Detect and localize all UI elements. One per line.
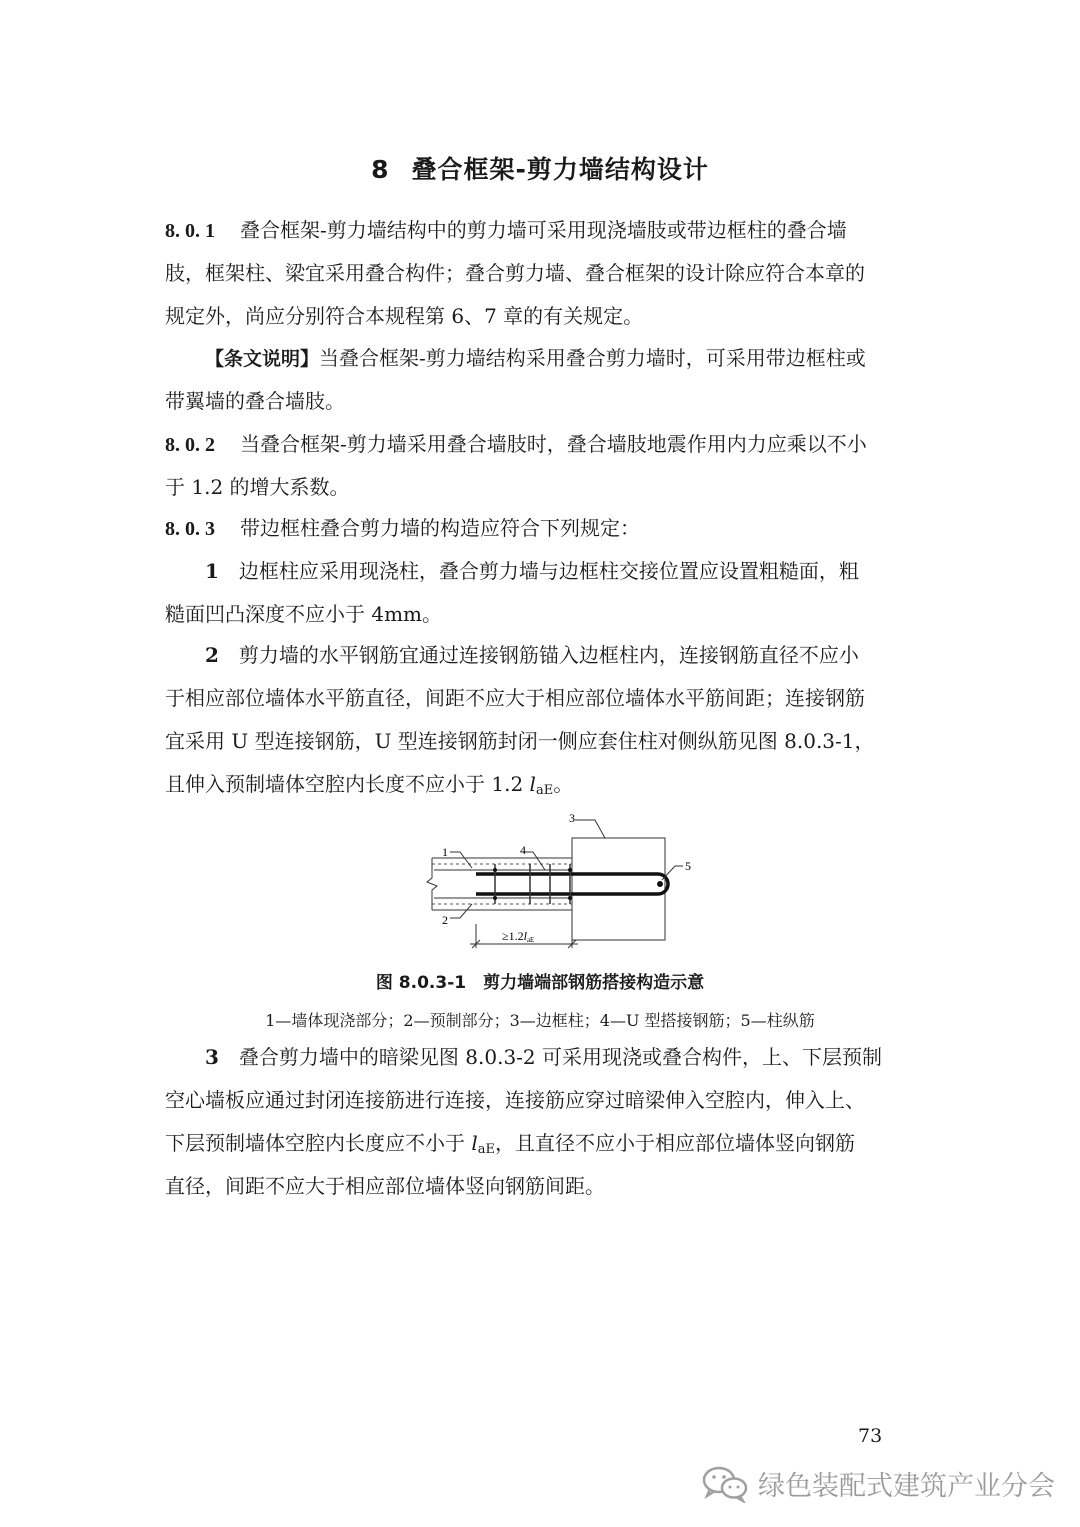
item-1 — [165, 550, 917, 636]
watermark — [700, 1458, 1060, 1508]
rebar-dot — [493, 868, 497, 872]
figure-caption: 图 8.0.3-1 剪力墙端部钢筋搭接构造示意 — [375, 973, 705, 993]
leader-4 — [523, 852, 545, 870]
clause-text-line: 肢，框架柱、梁宜采用叠合构件；叠合剪力墙、叠合框架的设计除应符合本章的 — [165, 261, 865, 285]
variable-l: l — [529, 772, 536, 796]
label-2: 2 — [442, 913, 448, 927]
chapter-heading — [0, 150, 1080, 186]
clause-number: 8. 0. 3 — [165, 518, 215, 540]
label-4: 4 — [520, 843, 526, 857]
item-text-line: 边框柱应采用现浇柱，叠合剪力墙与边框柱交接位置应设置粗糙面，粗 — [238, 559, 859, 583]
item-text-line: 剪力墙的水平钢筋宜通过连接钢筋锚入边框柱内，连接钢筋直径不应小 — [238, 643, 859, 667]
clause-8-0-2 — [165, 423, 917, 509]
clause-number: 8. 0. 1 — [165, 220, 215, 242]
column-rebar-dot — [657, 881, 663, 887]
variable-l: l — [471, 1131, 478, 1155]
break-line — [427, 858, 437, 910]
variable-subscript: aE — [477, 1142, 496, 1157]
clause-text-line: 当叠合框架-剪力墙采用叠合墙肢时，叠合墙肢地震作用内力应乘以不小 — [240, 432, 867, 456]
item-text-line: 叠合剪力墙中的暗梁见图 8.0.3-2 可采用现浇或叠合构件，上、下层预制 — [238, 1045, 883, 1069]
dimension-label: ≥1.2laE — [502, 929, 535, 944]
label-3: 3 — [569, 811, 575, 825]
clause-text-line: 于 1.2 的增大系数。 — [165, 475, 350, 499]
explanation-label: 【条文说明】 — [205, 348, 320, 370]
item-text-line: 直径，间距不应大于相应部位墙体竖向钢筋间距。 — [165, 1174, 605, 1198]
chapter-title: 叠合框架-剪力墙结构设计 — [411, 155, 709, 184]
leader-2 — [450, 904, 472, 918]
variable-subscript: aE — [535, 783, 554, 798]
item-text-line: 且伸入预制墙体空腔内长度不应小于 1.2 — [165, 772, 530, 796]
explanation-text-line: 当叠合框架-剪力墙结构采用叠合剪力墙时，可采用带边框柱或 — [319, 346, 866, 370]
item-text-line: 下层预制墙体空腔内长度应不小于 — [165, 1131, 472, 1155]
boundary-column-outline — [572, 838, 665, 940]
label-5: 5 — [685, 859, 691, 873]
clause-text-line: 叠合框架-剪力墙结构中的剪力墙可采用现浇墙肢或带边框柱的叠合墙 — [240, 218, 847, 242]
clause-explanation — [165, 337, 917, 423]
rebar-dot — [493, 896, 497, 900]
clause-8-0-3 — [165, 507, 917, 550]
item-number: 2 — [205, 643, 219, 667]
chapter-number: 8 — [371, 155, 390, 184]
item-3 — [165, 1036, 917, 1208]
wechat-icon — [700, 1463, 750, 1503]
rebar-dot — [568, 868, 572, 872]
explanation-text-line: 带翼墙的叠合墙肢。 — [165, 389, 345, 413]
item-number: 1 — [205, 559, 219, 583]
rebar-lap-diagram — [420, 808, 710, 958]
item-text-line: 于相应部位墙体水平筋直径，间距不应大于相应部位墙体水平筋间距；连接钢筋 — [165, 686, 865, 710]
clause-text-line: 带边框柱叠合剪力墙的构造应符合下列规定： — [240, 516, 640, 540]
leader-1 — [450, 852, 472, 868]
watermark-text: 绿色装配式建筑产业分会 — [758, 1470, 1055, 1502]
figure-legend: 1—墙体现浇部分；2—预制部分；3—边框柱；4—U 型搭接钢筋；5—柱纵筋 — [265, 1011, 815, 1030]
leader-3 — [575, 820, 605, 838]
clause-number: 8. 0. 2 — [165, 434, 215, 456]
item-text-line: 空心墙板应通过封闭连接筋进行连接，连接筋应穿过暗梁伸入空腔内，伸入上、 — [165, 1088, 865, 1112]
rebar-dot — [568, 896, 572, 900]
item-text-line-end: ，且直径不应小于相应部位墙体竖向钢筋 — [495, 1131, 856, 1155]
clause-text-line: 规定外，尚应分别符合本规程第 6、7 章的有关规定。 — [165, 304, 644, 328]
item-2 — [165, 634, 917, 806]
label-1: 1 — [442, 845, 448, 859]
clause-8-0-1 — [165, 209, 917, 338]
item-text-end: 。 — [553, 772, 574, 796]
item-text-line: 宜采用 U 型连接钢筋，U 型连接钢筋封闭一侧应套住柱对侧纵筋见图 8.0.3-1， — [165, 729, 875, 753]
item-text-line: 糙面凹凸深度不应小于 4mm。 — [165, 602, 443, 626]
page-number: 73 — [858, 1425, 883, 1447]
item-number: 3 — [205, 1045, 219, 1069]
